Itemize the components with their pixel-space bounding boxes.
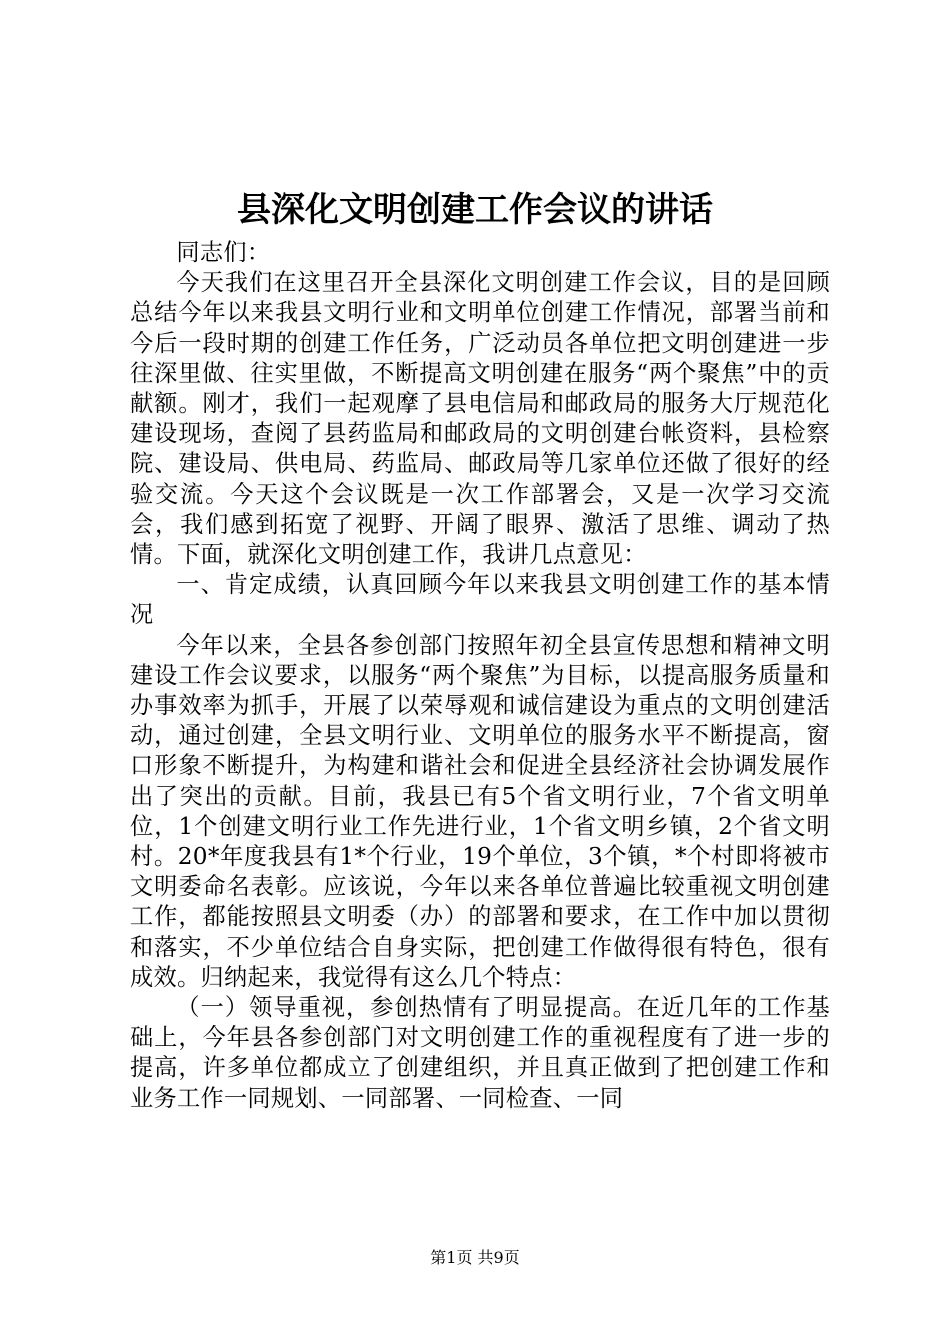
section-heading: 一、肯定成绩，认真回顾今年以来我县文明创建工作的基本情况 — [130, 571, 830, 629]
page-number-footer: 第1页 共9页 — [430, 1248, 520, 1267]
body-paragraph: 今年以来，全县各参创部门按照年初全县宣传思想和精神文明建设工作会议要求，以服务“两个聚焦”为目标，以提高服务质量和办事效率为抓手，开展了以荣辱观和诚信建设为重点的文明创建活动，通过创建，全县文明行业、文明单位的服务水平不断提高，窗口形象不断提升，为构建和谐社会和促进全县经济社会协调发展作出了突出的贡献。目前，我县已有5个省文明行业，7个省文明单位，1个创建文明行业工作先进行业，1个省文明乡镇，2个省文明村。20*年度我县有1*个行业，19个单位，3个镇，*个村即将被市文明委命名表彰。应该说，今年以来各单位普遍比较重视文明创建工作，都能按照县文明委（办）的部署和要求，在工作中加以贯彻和落实，不少单位结合自身实际，把创建工作做得很有特色，很有成效。归纳起来，我觉得有这么几个特点： — [130, 631, 830, 991]
salutation-paragraph: 同志们： — [176, 239, 271, 266]
document-title: 县深化文明创建工作会议的讲话 — [237, 190, 713, 230]
body-paragraph: （一）领导重视，参创热情有了明显提高。在近几年的工作基础上，今年县各参创部门对文明创建工作的重视程度有了进一步的提高，许多单位都成立了创建组织，并且真正做到了把创建工作和业务工作一同规划、一同部署、一同检查、一同 — [130, 994, 830, 1112]
document-body — [130, 238, 830, 1114]
body-paragraph: 今天我们在这里召开全县深化文明创建工作会议，目的是回顾总结今年以来我县文明行业和文明单位创建工作情况，部署当前和今后一段时期的创建工作任务，广泛动员各单位把文明创建进一步往深里做、往实里做，不断提高文明创建在服务“两个聚焦”中的贡献额。刚才，我们一起观摩了县电信局和邮政局的服务大厅规范化建设现场，查阅了县药监局和邮政局的文明创建台帐资料，县检察院、建设局、供电局、药监局、邮政局等几家单位还做了很好的经验交流。今天这个会议既是一次工作部署会，又是一次学习交流会，我们感到拓宽了视野、开阔了眼界、激活了思维、调动了热情。下面，就深化文明创建工作，我讲几点意见： — [130, 269, 830, 569]
